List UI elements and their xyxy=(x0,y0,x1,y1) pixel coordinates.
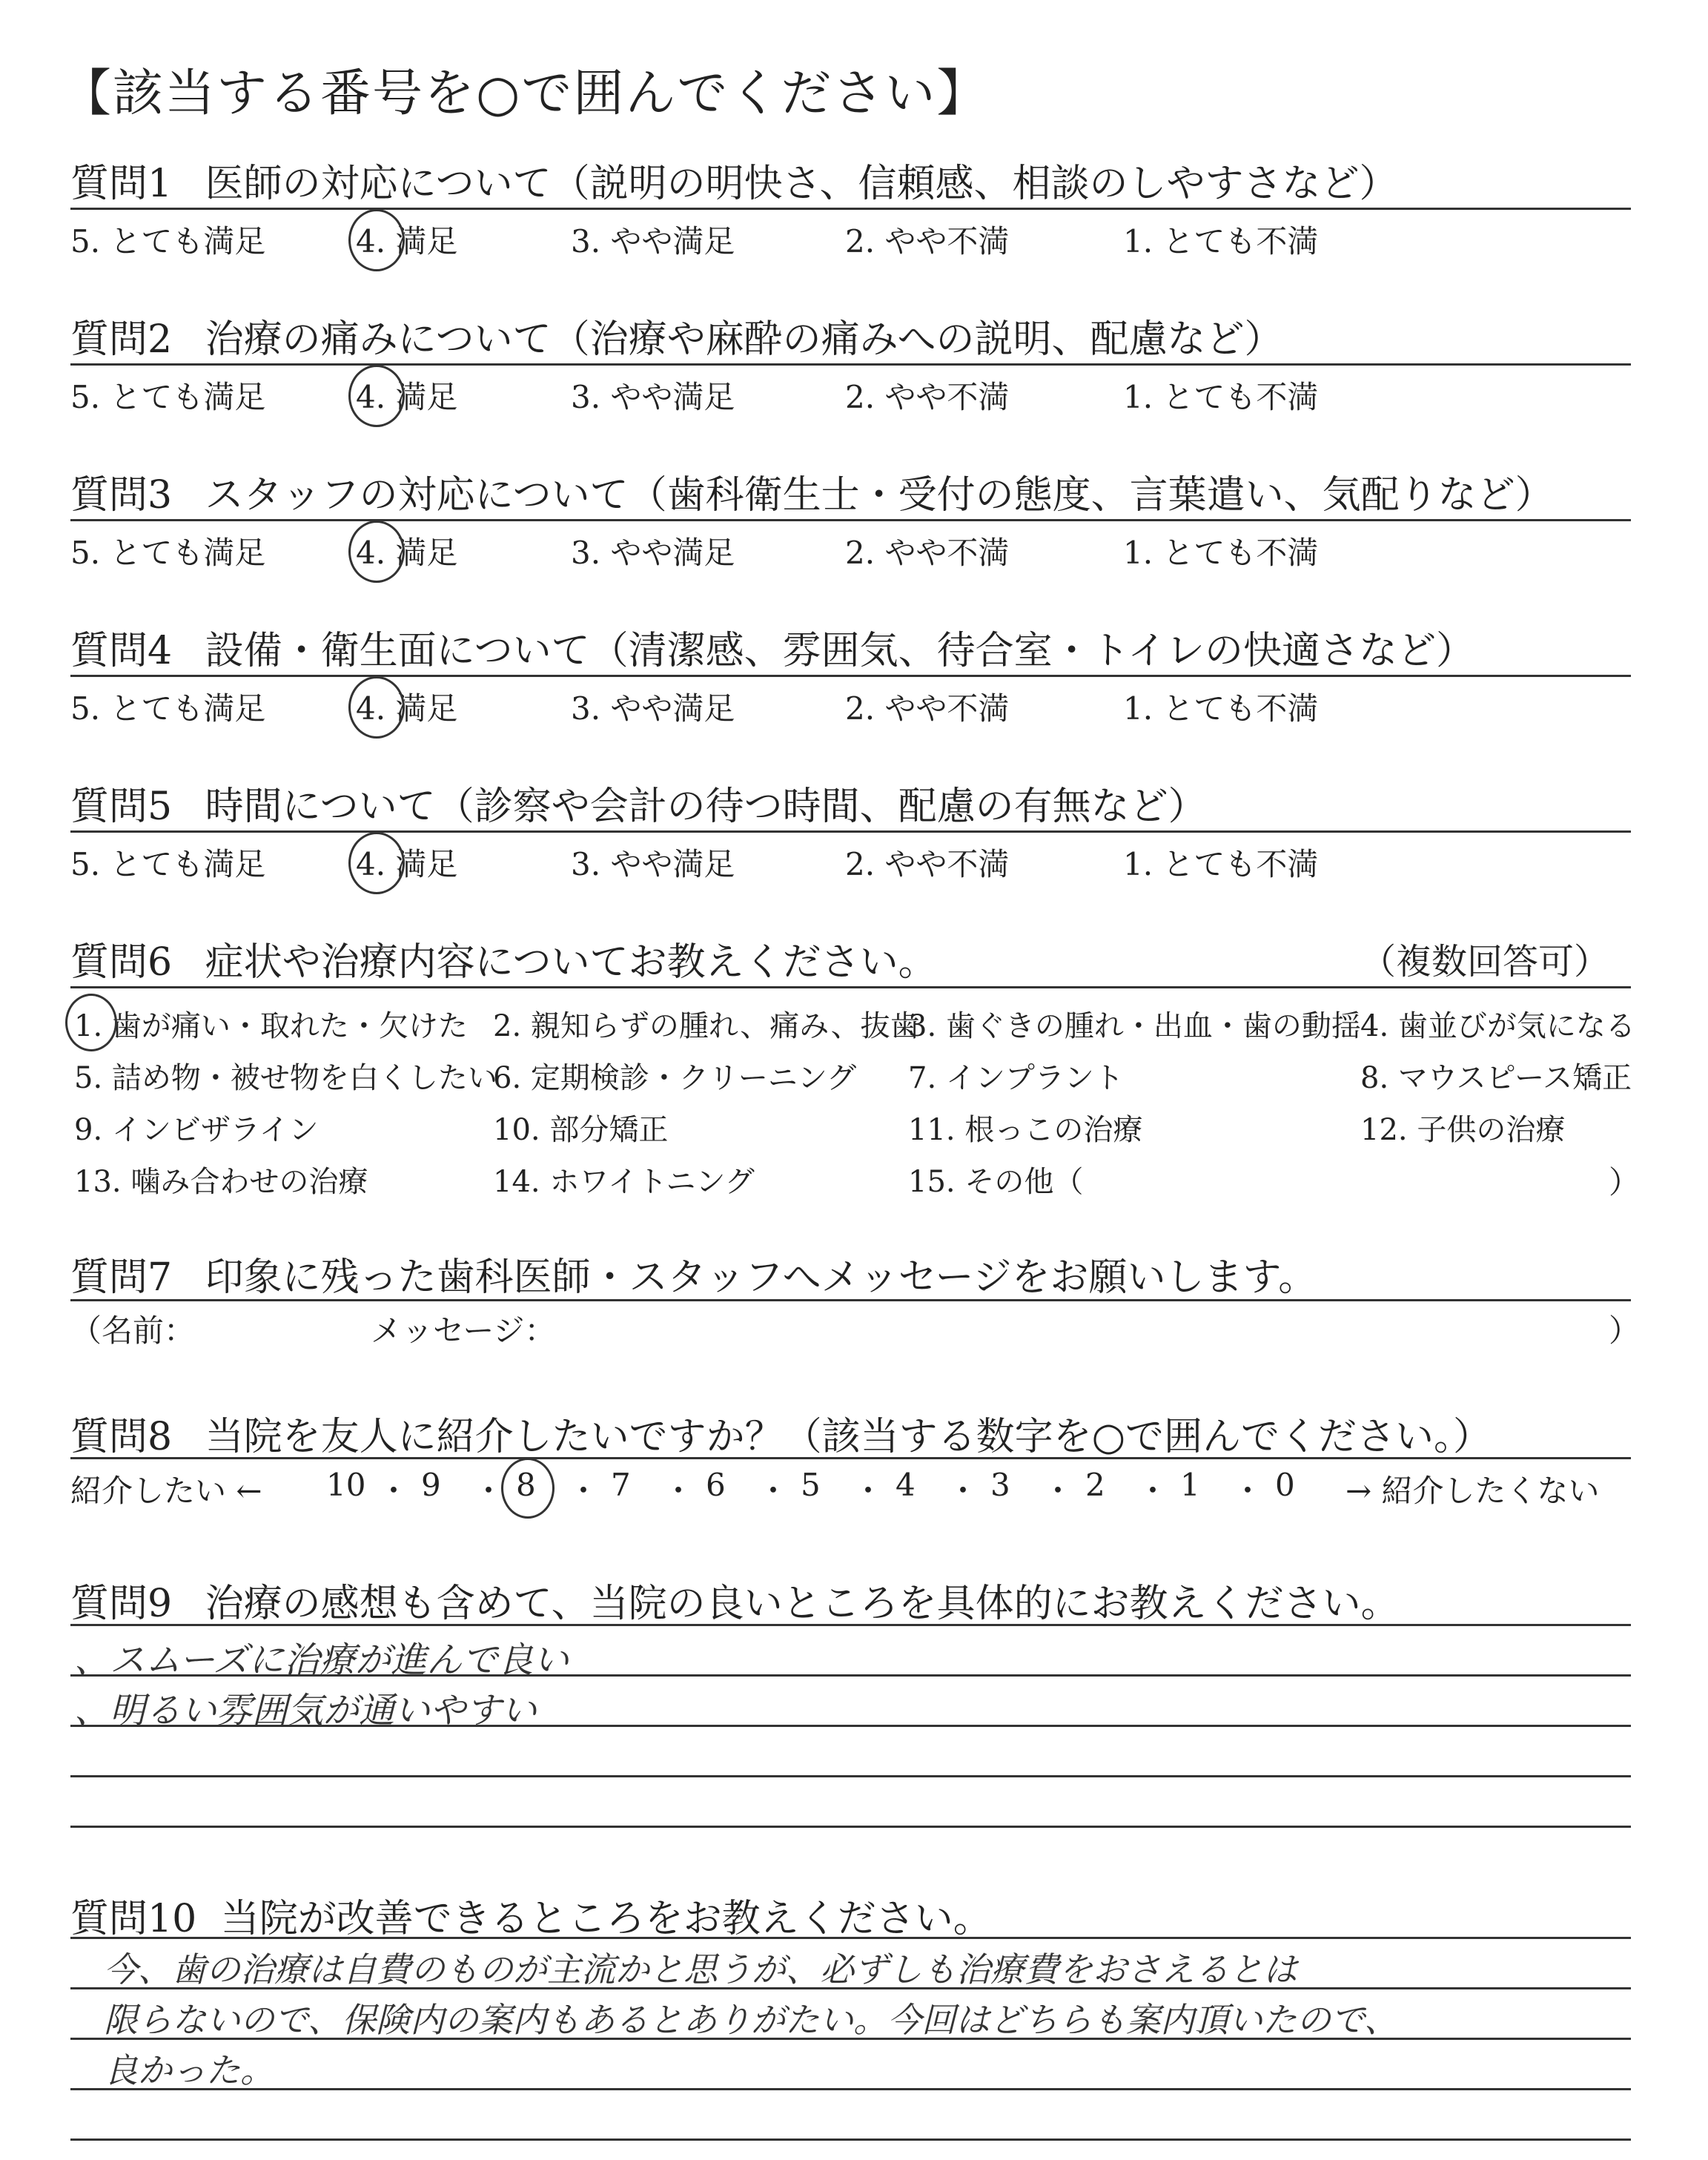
q6-option-7[interactable]: 7. インプラント xyxy=(908,1061,1124,1095)
q4-option-3[interactable]: 3. やや満足 xyxy=(571,690,735,727)
question-2-label: 質問2 xyxy=(70,317,173,362)
q10-answer-2: 限らないので、保険内の案内もあるとありがたい。今回はどちらも案内頂いたので、 xyxy=(104,2000,1399,2040)
question-1-rule xyxy=(70,208,1631,210)
q4-answer-circle xyxy=(348,676,405,739)
q3-option-3[interactable]: 3. やや満足 xyxy=(571,535,735,571)
q3-option-4[interactable]: 4. 満足 xyxy=(356,535,458,571)
question-9-label: 質問9 xyxy=(70,1582,173,1626)
question-6-label: 質問6 xyxy=(70,940,173,985)
q8-separator: ・ xyxy=(473,1473,505,1509)
q3-option-1[interactable]: 1. とても不満 xyxy=(1123,535,1319,571)
question-8-label: 質問8 xyxy=(70,1415,173,1459)
q8-separator: ・ xyxy=(947,1473,979,1509)
q10-answer-1: 今、歯の治療は自費のものが主流かと思うが、必ずしも治療費をおさえるとは xyxy=(104,1949,1297,1989)
q6-option-8[interactable]: 8. マウスピース矯正 xyxy=(1360,1061,1632,1095)
q4-option-4[interactable]: 4. 満足 xyxy=(356,690,458,727)
q8-separator: ・ xyxy=(1232,1473,1264,1509)
question-8-rule xyxy=(70,1457,1631,1459)
q8-scale-3[interactable]: 3 xyxy=(990,1467,1010,1503)
q2-answer-circle xyxy=(348,365,405,427)
q9-answer-2: 、明るい雰囲気が通いやすい xyxy=(74,1690,537,1731)
q8-scale-4[interactable]: 4 xyxy=(896,1467,916,1503)
q2-option-1[interactable]: 1. とても不満 xyxy=(1123,379,1319,415)
question-9-text: 治療の感想も含めて、当院の良いところを具体的にお教えください。 xyxy=(205,1582,1400,1626)
q3-option-2[interactable]: 2. やや不満 xyxy=(845,535,1010,571)
question-3-label: 質問3 xyxy=(70,473,173,518)
q10-line-4 xyxy=(70,2088,1631,2090)
q8-scale-6[interactable]: 6 xyxy=(706,1467,726,1503)
question-2-rule xyxy=(70,363,1631,366)
q6-option-12[interactable]: 12. 子供の治療 xyxy=(1360,1113,1566,1147)
question-5-title xyxy=(70,775,1207,830)
q6-option-2[interactable]: 2. 親知らずの腫れ、痛み、抜歯 xyxy=(493,1009,920,1043)
page-header: 【該当する番号を○で囲んでください】 xyxy=(61,65,989,123)
question-1-label: 質問1 xyxy=(70,162,173,206)
q5-option-3[interactable]: 3. やや満足 xyxy=(571,846,735,882)
question-7-label: 質問7 xyxy=(70,1255,173,1300)
q8-scale-2[interactable]: 2 xyxy=(1085,1467,1105,1503)
q2-option-3[interactable]: 3. やや満足 xyxy=(571,379,735,415)
question-4-label: 質問4 xyxy=(70,629,173,673)
q6-option-4[interactable]: 4. 歯並びが気になる xyxy=(1360,1009,1635,1043)
q2-option-2[interactable]: 2. やや不満 xyxy=(845,379,1010,415)
question-9-title xyxy=(70,1572,1400,1628)
q10-answer-3: 良かった。 xyxy=(104,2050,274,2090)
question-1-text: 医師の対応について（説明の明快さ、信頼感、相談のしやすさなど） xyxy=(205,162,1398,206)
question-6-rule xyxy=(70,986,1631,988)
q8-left-label: 紹介したい ← xyxy=(70,1473,262,1509)
q8-scale-7[interactable]: 7 xyxy=(611,1467,631,1503)
q4-option-5[interactable]: 5. とても満足 xyxy=(70,690,266,727)
q1-option-5[interactable]: 5. とても満足 xyxy=(70,223,266,260)
q6-option-5[interactable]: 5. 詰め物・被せ物を白くしたい xyxy=(74,1061,497,1095)
q6-option-11[interactable]: 11. 根っこの治療 xyxy=(908,1113,1143,1147)
q1-answer-circle xyxy=(348,209,405,271)
q8-separator: ・ xyxy=(1042,1473,1074,1509)
q8-separator: ・ xyxy=(663,1473,695,1509)
q8-scale-10[interactable]: 10 xyxy=(326,1467,366,1503)
q2-option-4[interactable]: 4. 満足 xyxy=(356,379,458,415)
question-5-rule xyxy=(70,830,1631,833)
question-4-title xyxy=(70,619,1474,675)
q8-separator: ・ xyxy=(378,1473,410,1509)
q8-scale-5[interactable]: 5 xyxy=(801,1467,821,1503)
q6-option-3[interactable]: 3. 歯ぐきの腫れ・出血・歯の動揺 xyxy=(908,1009,1361,1043)
question-8-title xyxy=(70,1405,1492,1461)
q10-line-1 xyxy=(70,1937,1631,1939)
q5-answer-circle xyxy=(348,832,405,894)
q4-option-1[interactable]: 1. とても不満 xyxy=(1123,690,1319,727)
q3-option-5[interactable]: 5. とても満足 xyxy=(70,535,266,571)
question-7-text: 印象に残った歯科医師・スタッフへメッセージをお願いします。 xyxy=(205,1255,1317,1300)
q6-selected-circle xyxy=(65,994,117,1051)
question-3-title xyxy=(70,463,1554,519)
q1-option-1[interactable]: 1. とても不満 xyxy=(1123,223,1319,260)
question-7-title xyxy=(70,1246,1317,1301)
q2-option-5[interactable]: 5. とても満足 xyxy=(70,379,266,415)
q9-line-5 xyxy=(70,1826,1631,1828)
q1-option-4[interactable]: 4. 満足 xyxy=(356,223,458,260)
question-8-text: 当院を友人に紹介したいですか？（該当する数字を○で囲んでください。） xyxy=(205,1415,1492,1459)
q7-close-paren: ） xyxy=(1609,1312,1641,1349)
q5-option-5[interactable]: 5. とても満足 xyxy=(70,846,266,882)
q1-option-2[interactable]: 2. やや不満 xyxy=(845,223,1010,260)
q3-answer-circle xyxy=(348,521,405,583)
q8-scale-8[interactable]: 8 xyxy=(516,1467,536,1503)
q4-option-2[interactable]: 2. やや不満 xyxy=(845,690,1010,727)
question-7-rule xyxy=(70,1299,1631,1301)
question-10-title xyxy=(70,1887,992,1943)
q6-option-13[interactable]: 13. 噛み合わせの治療 xyxy=(74,1165,368,1199)
q6-other-close-paren: ） xyxy=(1609,1164,1641,1200)
q5-option-1[interactable]: 1. とても不満 xyxy=(1123,846,1319,882)
question-5-label: 質問5 xyxy=(70,785,173,829)
q8-separator: ・ xyxy=(568,1473,600,1509)
q8-separator: ・ xyxy=(853,1473,884,1509)
q8-scale-0[interactable]: 0 xyxy=(1275,1467,1295,1503)
question-10-label: 質問10 xyxy=(70,1897,197,1941)
question-6-note: （複数回答可） xyxy=(1360,941,1610,982)
q8-scale-1[interactable]: 1 xyxy=(1180,1467,1200,1503)
q8-scale-9[interactable]: 9 xyxy=(421,1467,441,1503)
question-10-text: 当院が改善できるところをお教えください。 xyxy=(220,1897,992,1941)
q5-option-2[interactable]: 2. やや不満 xyxy=(845,846,1010,882)
question-5-text: 時間について（診察や会計の待つ時間、配慮の有無など） xyxy=(205,785,1207,829)
question-6-text: 症状や治療内容についてお教えください。 xyxy=(205,940,937,985)
q6-option-15[interactable]: 15. その他（ xyxy=(908,1165,1084,1199)
q8-separator: ・ xyxy=(1137,1473,1169,1509)
q6-option-1[interactable]: 1. 歯が痛い・取れた・欠けた xyxy=(74,1009,468,1043)
question-4-text: 設備・衛生面について（清潔感、雰囲気、待合室・トイレの快適さなど） xyxy=(205,629,1474,673)
question-1-title xyxy=(70,152,1398,208)
q6-option-9[interactable]: 9. インビザライン xyxy=(74,1113,319,1147)
q6-option-10[interactable]: 10. 部分矯正 xyxy=(493,1113,669,1147)
q6-option-14[interactable]: 14. ホワイトニング xyxy=(493,1165,755,1199)
q8-selected-circle xyxy=(501,1458,555,1519)
q1-option-3[interactable]: 3. やや満足 xyxy=(571,223,735,260)
q7-name-label[interactable]: （名前： xyxy=(70,1312,196,1349)
q8-right-label: → 紹介したくない xyxy=(1345,1473,1600,1509)
q6-option-6[interactable]: 6. 定期検診・クリーニング xyxy=(493,1061,857,1095)
q7-message-label[interactable]: メッセージ： xyxy=(371,1312,556,1349)
q8-separator: ・ xyxy=(758,1473,790,1509)
question-6-title xyxy=(70,931,937,986)
q9-line-4 xyxy=(70,1775,1631,1777)
q9-answer-1: 、スムーズに治療が進んで良い xyxy=(74,1639,569,1681)
question-3-rule xyxy=(70,519,1631,521)
q9-line-1 xyxy=(70,1624,1631,1626)
question-4-rule xyxy=(70,675,1631,677)
q10-line-5 xyxy=(70,2138,1631,2141)
q5-option-4[interactable]: 4. 満足 xyxy=(356,846,458,882)
question-3-text: スタッフの対応について（歯科衛生士・受付の態度、言葉遣い、気配りなど） xyxy=(205,473,1554,518)
question-2-title xyxy=(70,308,1283,363)
question-2-text: 治療の痛みについて（治療や麻酔の痛みへの説明、配慮など） xyxy=(205,317,1283,362)
